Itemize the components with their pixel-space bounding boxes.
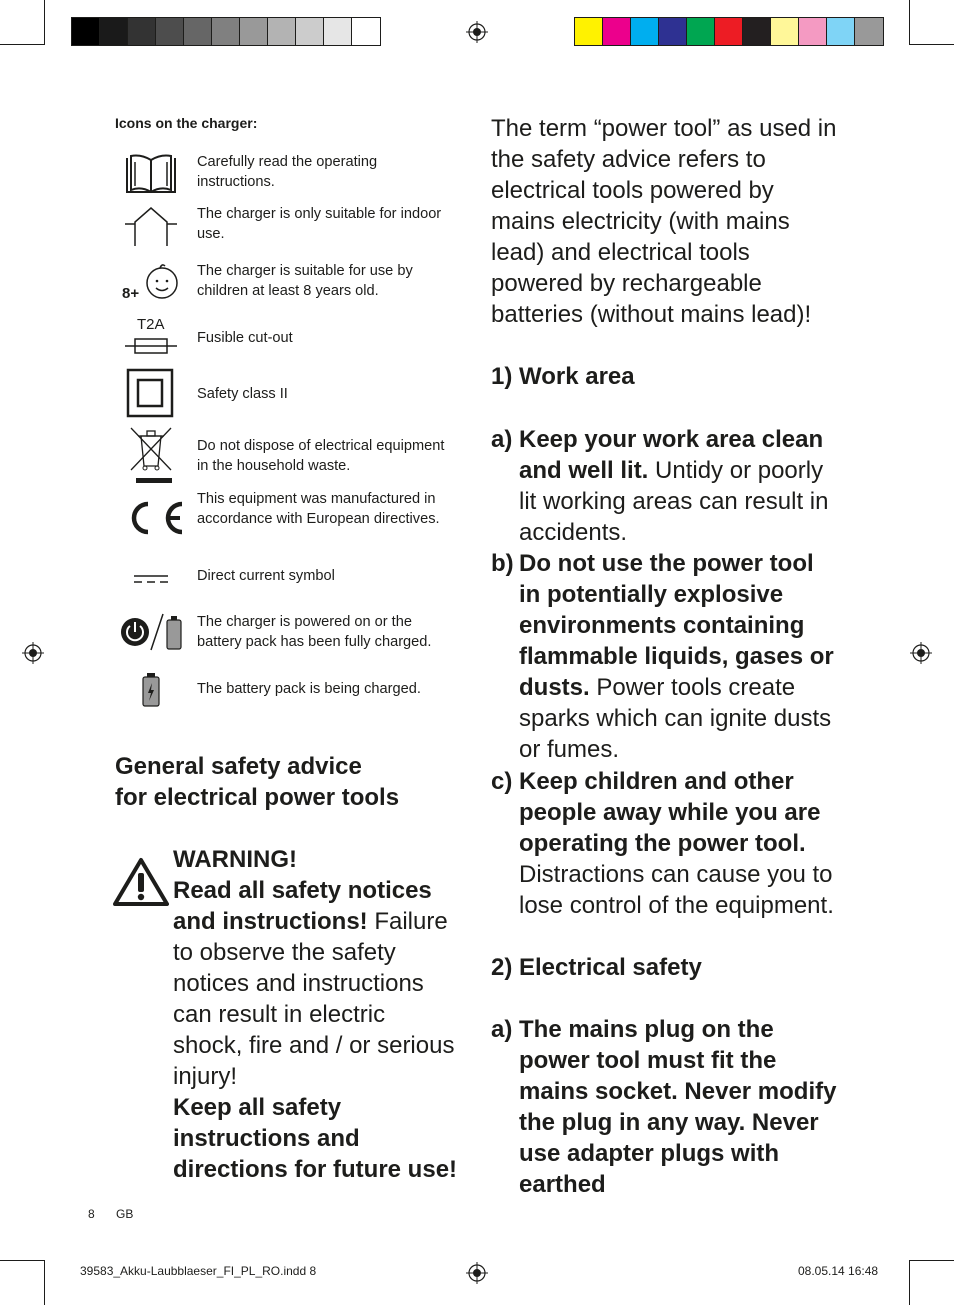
intro-paragraph: The term “power tool” as used in the safety advice refers to electrical tools powered by mains electricity (with mains lead) and electrical tools powered by rechargeable batteries (without mains lead)!: [491, 115, 837, 328]
color-swatch: [100, 18, 128, 45]
battery-charging-icon: [140, 672, 162, 708]
registration-mark-icon: [910, 642, 932, 664]
icon-text: The charger is only suitable for indoor use.: [197, 206, 442, 242]
color-swatch: [603, 18, 631, 45]
process-color-bar: [574, 17, 884, 46]
language-code: GB: [116, 1207, 134, 1221]
page-footer: [88, 1207, 133, 1221]
warning-title: WARNING!: [173, 846, 297, 873]
registration-mark-icon: [466, 1262, 488, 1284]
fuse-icon: [121, 334, 181, 358]
registration-mark-icon: [466, 21, 488, 43]
color-swatch: [296, 18, 324, 45]
color-swatch: [827, 18, 855, 45]
slug-date: 08.05.14 16:48: [798, 1264, 879, 1278]
general-safety-title: General safety advice for electrical power tools: [115, 753, 400, 811]
color-swatch: [324, 18, 352, 45]
icon-text: Safety class II: [197, 386, 288, 402]
section-electrical-safety-title: 2) Electrical safety: [491, 954, 702, 981]
color-swatch: [212, 18, 240, 45]
color-swatch: [743, 18, 771, 45]
registration-mark-icon: [22, 642, 44, 664]
icon-text: Direct current symbol: [197, 568, 335, 584]
color-swatch: [352, 18, 380, 45]
fuse-label: T2A: [137, 316, 165, 333]
direct-current-icon: [131, 566, 171, 586]
color-swatch: [184, 18, 212, 45]
color-swatch: [156, 18, 184, 45]
age-label: 8+: [122, 285, 140, 302]
icon-text: Carefully read the operating instructions.: [197, 154, 378, 190]
color-swatch: [268, 18, 296, 45]
list-item: c) Keep children and other people away while you are operating the power tool. Distractions can cause you to lose control of the equipment.: [491, 768, 834, 919]
page-number: 8: [88, 1207, 95, 1221]
icons-heading: Icons on the charger:: [115, 115, 258, 131]
power-battery-icon: [115, 612, 187, 652]
warning-triangle-icon: [113, 857, 169, 907]
grayscale-color-bar: [71, 17, 381, 46]
slug-file: 39583_Akku-Laubblaeser_FI_PL_RO.indd 8: [80, 1264, 317, 1278]
list-item: a) The mains plug on the power tool must fit the mains socket. Never modify the plug in any way. Never use adapter plugs with earthed: [491, 1016, 837, 1198]
crossed-bin-icon: [126, 426, 176, 472]
child-face-icon: [142, 261, 182, 305]
icon-text: The charger is powered on or the battery pack has been fully charged.: [197, 614, 432, 650]
double-square-icon: [126, 368, 176, 418]
warning-block: [173, 844, 458, 1185]
warning-text: Read all safety notices and instructions! Failure to observe the safety notices and instructions can result in electric shock, fire and / or serious injury!: [173, 877, 455, 1090]
icon-text: The charger is suitable for use by children at least 8 years old.: [197, 263, 413, 299]
icon-text: The battery pack is being charged.: [197, 681, 421, 697]
section-work-area-title: 1) Work area: [491, 363, 635, 390]
icon-text: This equipment was manufactured in accordance with European directives.: [197, 491, 440, 527]
open-book-icon: [121, 152, 181, 196]
color-swatch: [771, 18, 799, 45]
color-swatch: [799, 18, 827, 45]
color-swatch: [855, 18, 883, 45]
ce-mark-icon: [116, 478, 186, 548]
color-swatch: [575, 18, 603, 45]
color-swatch: [72, 18, 100, 45]
icon-text: Do not dispose of electrical equipment in the household waste.: [197, 438, 445, 474]
color-swatch: [687, 18, 715, 45]
warning-keep: Keep all safety instructions and directions for future use!: [173, 1094, 458, 1183]
color-swatch: [659, 18, 687, 45]
list-item: a) Keep your work area clean and well lit. Untidy or poorly lit working areas can result in accidents.: [491, 426, 829, 546]
icon-text: Fusible cut-out: [197, 330, 293, 346]
color-swatch: [240, 18, 268, 45]
list-item: b) Do not use the power tool in potentially explosive environments containing flammable liquids, gases or dusts. Power tools create sparks which can ignite dusts or fumes.: [491, 550, 834, 763]
color-swatch: [128, 18, 156, 45]
color-swatch: [631, 18, 659, 45]
house-icon: [121, 204, 181, 248]
color-swatch: [715, 18, 743, 45]
